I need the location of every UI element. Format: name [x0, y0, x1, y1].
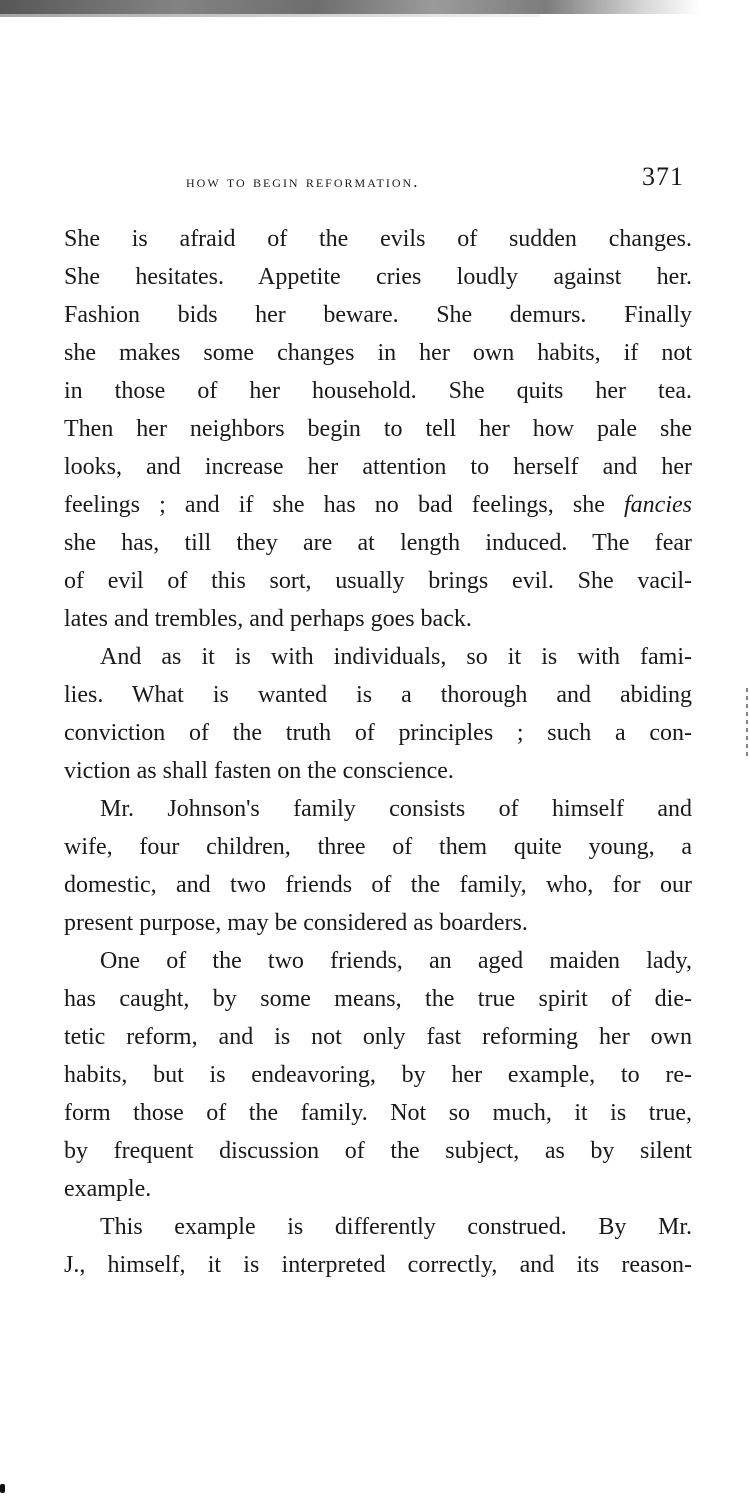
text-line: And as it is with individuals, so it is with fami- — [100, 644, 692, 670]
scan-top-edge — [0, 0, 700, 14]
page-body — [64, 220, 692, 1284]
text-line: conviction of the truth of principles ; such a con- — [64, 720, 692, 746]
text-line: in those of her household. She quits her tea. — [64, 378, 692, 404]
text-line: present purpose, may be considered as boarders. — [64, 910, 528, 936]
text-line: lates and trembles, and perhaps goes back. — [64, 606, 472, 632]
text-line: One of the two friends, an aged maiden lady, — [100, 948, 692, 974]
text-line: feelings ; and if she has no bad feelings, she fancies — [64, 492, 692, 518]
emphasis-fancies: fancies — [624, 492, 692, 518]
paragraph-3 — [64, 790, 692, 942]
text-line: of evil of this sort, usually brings evil. She vacil- — [64, 568, 692, 594]
text-line: Mr. Johnson's family consists of himself and — [100, 796, 692, 822]
page-number: 371 — [642, 162, 684, 191]
paragraph-5 — [64, 1208, 692, 1284]
text-line: lies. What is wanted is a thorough and abiding — [64, 682, 692, 708]
text-line: Then her neighbors begin to tell her how pale she — [64, 416, 692, 442]
paragraph-4 — [64, 942, 692, 1208]
text-line: she has, till they are at length induced. The fear — [64, 530, 692, 556]
paragraph-1 — [64, 220, 692, 638]
text-line: domestic, and two friends of the family, who, for our — [64, 872, 692, 898]
scan-corner-speck — [0, 1484, 5, 1493]
running-head — [186, 162, 684, 202]
paragraph-2 — [64, 638, 692, 790]
text-line: J., himself, it is interpreted correctly, and its reason- — [64, 1252, 692, 1278]
text-line: example. — [64, 1176, 152, 1202]
text-line: tetic reform, and is not only fast reforming her own — [64, 1024, 692, 1050]
margin-scan-mark — [746, 688, 748, 758]
text-line: looks, and increase her attention to herself and her — [64, 454, 692, 480]
text-line: habits, but is endeavoring, by her example, to re- — [64, 1062, 692, 1088]
text-line: form those of the family. Not so much, it is true, — [64, 1100, 692, 1126]
text-line: she makes some changes in her own habits, if not — [64, 340, 692, 366]
text-line: This example is differently construed. By Mr. — [100, 1214, 692, 1240]
text-line: wife, four children, three of them quite young, a — [64, 834, 692, 860]
text-line: She is afraid of the evils of sudden changes. — [64, 226, 692, 252]
text-line: has caught, by some means, the true spirit of die- — [64, 986, 692, 1012]
text-line: Fashion bids her beware. She demurs. Finally — [64, 302, 692, 328]
running-head-title: how to begin reformation. — [186, 172, 420, 191]
text-line: by frequent discussion of the subject, as by silent — [64, 1138, 692, 1164]
text-line: She hesitates. Appetite cries loudly against her. — [64, 264, 692, 290]
text-line: viction as shall fasten on the conscience. — [64, 758, 454, 784]
